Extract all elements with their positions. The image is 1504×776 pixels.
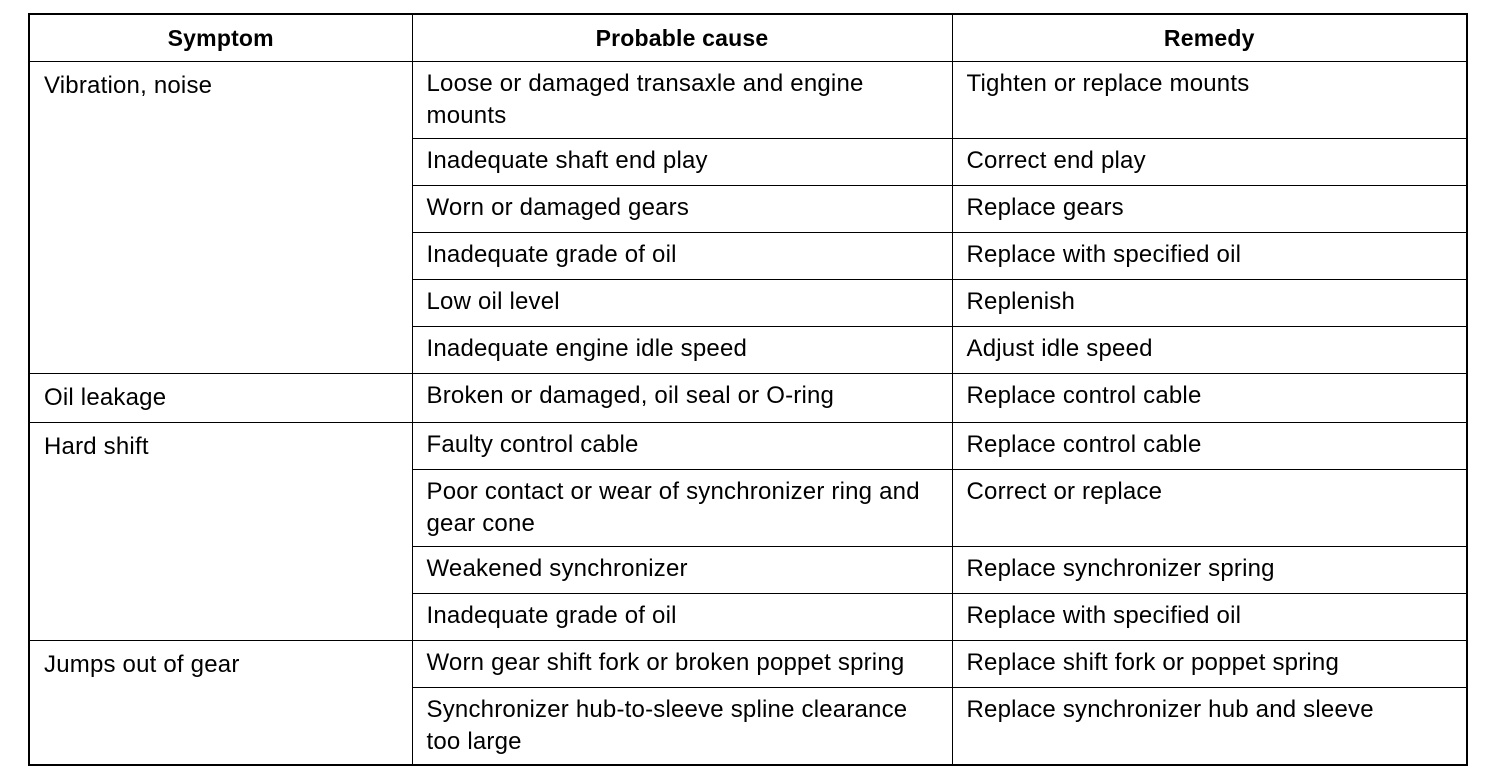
symptom-cell: Oil leakage: [29, 374, 412, 423]
cause-cell: Weakened synchronizer: [412, 547, 952, 594]
remedy-cell: Replace synchronizer spring: [952, 547, 1467, 594]
cause-cell: Inadequate engine idle speed: [412, 327, 952, 374]
cause-cell: Inadequate grade of oil: [412, 594, 952, 641]
cause-cell: Broken or damaged, oil seal or O-ring: [412, 374, 952, 423]
table-row: [29, 641, 1467, 688]
remedy-cell: Tighten or replace mounts: [952, 62, 1467, 139]
remedy-cell: Correct end play: [952, 139, 1467, 186]
cause-cell: Poor contact or wear of synchronizer ring and gear cone: [412, 470, 952, 547]
cause-cell: Worn gear shift fork or broken poppet spring: [412, 641, 952, 688]
cause-cell: Low oil level: [412, 280, 952, 327]
cause-cell: Loose or damaged transaxle and engine mounts: [412, 62, 952, 139]
remedy-cell: Correct or replace: [952, 470, 1467, 547]
cause-cell: Worn or damaged gears: [412, 186, 952, 233]
symptom-cell: Hard shift: [29, 423, 412, 641]
remedy-cell: Replace control cable: [952, 374, 1467, 423]
troubleshooting-table: [28, 13, 1468, 766]
cause-cell: Inadequate shaft end play: [412, 139, 952, 186]
remedy-cell: Replace with specified oil: [952, 594, 1467, 641]
table-row: [29, 423, 1467, 470]
remedy-cell: Adjust idle speed: [952, 327, 1467, 374]
header-remedy: Remedy: [952, 14, 1467, 62]
table-row: [29, 374, 1467, 423]
symptom-cell: Jumps out of gear: [29, 641, 412, 766]
cause-cell: Faulty control cable: [412, 423, 952, 470]
symptom-cell: Vibration, noise: [29, 62, 412, 374]
table-row: [29, 62, 1467, 139]
remedy-cell: Replace with specified oil: [952, 233, 1467, 280]
remedy-cell: Replenish: [952, 280, 1467, 327]
remedy-cell: Replace gears: [952, 186, 1467, 233]
cause-cell: Synchronizer hub-to-sleeve spline clearance too large: [412, 688, 952, 766]
header-symptom: Symptom: [29, 14, 412, 62]
cause-cell: Inadequate grade of oil: [412, 233, 952, 280]
header-probable-cause: Probable cause: [412, 14, 952, 62]
remedy-cell: Replace shift fork or poppet spring: [952, 641, 1467, 688]
header-row: [29, 14, 1467, 62]
remedy-cell: Replace control cable: [952, 423, 1467, 470]
remedy-cell: Replace synchronizer hub and sleeve: [952, 688, 1467, 766]
